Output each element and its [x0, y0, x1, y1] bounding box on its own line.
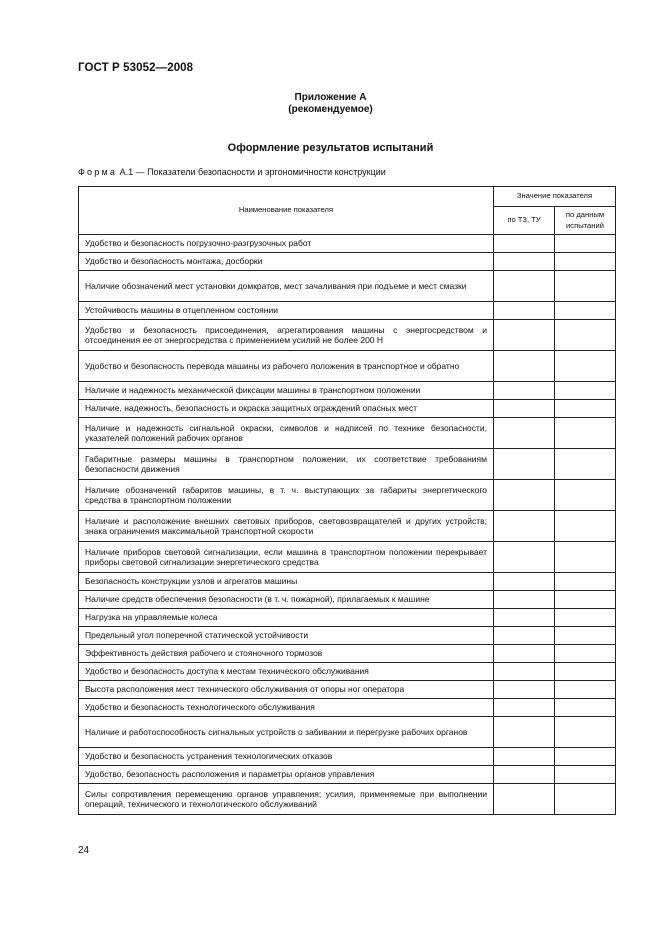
table-row — [79, 542, 616, 573]
indicator-name-cell: Удобство и безопасность погрузочно-разгрузочных работ — [79, 235, 494, 253]
table-row — [79, 717, 616, 748]
value-tz-tu-cell — [494, 480, 555, 511]
annex-heading — [0, 92, 661, 116]
value-test-data-cell — [555, 591, 616, 609]
indicator-name-cell: Удобство и безопасность монтажа, досборки — [79, 253, 494, 271]
col-header-test-data: по данным испытаний — [555, 207, 616, 235]
value-test-data-cell — [555, 400, 616, 418]
indicator-name-cell: Удобство и безопасность доступа к местам технического обслуживания — [79, 663, 494, 681]
table-body — [79, 235, 616, 815]
table-row — [79, 663, 616, 681]
table-row — [79, 699, 616, 717]
value-test-data-cell — [555, 351, 616, 382]
value-tz-tu-cell — [494, 351, 555, 382]
value-tz-tu-cell — [494, 418, 555, 449]
value-tz-tu-cell — [494, 748, 555, 766]
indicator-name-cell: Наличие приборов световой сигнализации, если машина в транспортном положении перекрывает приборы световой сигнализации энергетического средства — [79, 542, 494, 573]
table-row — [79, 480, 616, 511]
value-tz-tu-cell — [494, 449, 555, 480]
table-row — [79, 681, 616, 699]
value-tz-tu-cell — [494, 320, 555, 351]
table-row — [79, 645, 616, 663]
page-number: 24 — [78, 845, 90, 856]
indicator-name-cell: Наличие и расположение внешних световых приборов, световозвращателей и других устройств; знака ограничения максимальной транспортной скорости — [79, 511, 494, 542]
form-caption — [78, 167, 386, 177]
indicator-name-cell: Безопасность конструкции узлов и агрегатов машины — [79, 573, 494, 591]
value-test-data-cell — [555, 627, 616, 645]
indicator-name-cell: Нагрузка на управляемые колеса — [79, 609, 494, 627]
value-tz-tu-cell — [494, 717, 555, 748]
value-tz-tu-cell — [494, 542, 555, 573]
indicator-name-cell: Наличие и надежность сигнальной окраски, символов и надписей по технике безопасности, указателей положений рабочих органов — [79, 418, 494, 449]
table-row — [79, 400, 616, 418]
table-row — [79, 271, 616, 302]
value-test-data-cell — [555, 609, 616, 627]
indicator-name-cell: Устойчивость машины в отцепленном состоянии — [79, 302, 494, 320]
col-header-tz-tu: по ТЗ, ТУ — [494, 207, 555, 235]
indicator-name-cell: Удобство и безопасность перевода машины из рабочего положения в транспортное и обратно — [79, 351, 494, 382]
indicator-name-cell: Эффективность действия рабочего и стояночного тормозов — [79, 645, 494, 663]
value-test-data-cell — [555, 302, 616, 320]
indicator-name-cell: Силы сопротивления перемещению органов управления; усилия, применяемые при выполнении операций, технического и технологического обслуживаний — [79, 784, 494, 815]
value-test-data-cell — [555, 748, 616, 766]
indicator-name-cell: Высота расположения мест технического обслуживания от опоры ног оператора — [79, 681, 494, 699]
value-test-data-cell — [555, 542, 616, 573]
value-tz-tu-cell — [494, 382, 555, 400]
value-test-data-cell — [555, 784, 616, 815]
col-header-value-group: Значение показателя — [494, 187, 616, 207]
value-tz-tu-cell — [494, 253, 555, 271]
indicators-table — [78, 186, 616, 815]
value-tz-tu-cell — [494, 271, 555, 302]
value-tz-tu-cell — [494, 302, 555, 320]
table-row — [79, 609, 616, 627]
value-test-data-cell — [555, 663, 616, 681]
indicator-name-cell: Наличие, надежность, безопасность и окраска защитных ограждений опасных мест — [79, 400, 494, 418]
table-row — [79, 748, 616, 766]
annex-status: (рекомендуемое) — [288, 104, 373, 115]
table-row — [79, 591, 616, 609]
value-tz-tu-cell — [494, 591, 555, 609]
value-test-data-cell — [555, 645, 616, 663]
col-header-name: Наименование показателя — [79, 187, 494, 235]
value-test-data-cell — [555, 717, 616, 748]
indicator-name-cell: Предельный угол поперечной статической устойчивости — [79, 627, 494, 645]
indicator-name-cell: Удобство и безопасность технологического обслуживания — [79, 699, 494, 717]
value-tz-tu-cell — [494, 663, 555, 681]
standard-code: ГОСТ Р 53052—2008 — [78, 62, 194, 74]
value-test-data-cell — [555, 573, 616, 591]
indicator-name-cell: Габаритные размеры машины в транспортном положении, их соответствие требованиям безопасности движения — [79, 449, 494, 480]
table-row — [79, 784, 616, 815]
value-test-data-cell — [555, 320, 616, 351]
table-row — [79, 253, 616, 271]
value-test-data-cell — [555, 382, 616, 400]
value-test-data-cell — [555, 681, 616, 699]
table-row — [79, 449, 616, 480]
value-tz-tu-cell — [494, 766, 555, 784]
table-row — [79, 766, 616, 784]
value-tz-tu-cell — [494, 573, 555, 591]
value-tz-tu-cell — [494, 400, 555, 418]
indicator-name-cell: Удобство и безопасность устранения технологических отказов — [79, 748, 494, 766]
table-row — [79, 382, 616, 400]
indicator-name-cell: Наличие обозначений мест установки домкратов, мест зачаливания при подъеме и мест смазки — [79, 271, 494, 302]
indicator-name-cell: Наличие и работоспособность сигнальных устройств о забивании и перегрузке рабочих органов — [79, 717, 494, 748]
table-row — [79, 511, 616, 542]
table-row — [79, 320, 616, 351]
indicator-name-cell: Удобство, безопасность расположения и параметры органов управления — [79, 766, 494, 784]
value-test-data-cell — [555, 418, 616, 449]
annex-title: Приложение А — [294, 92, 367, 103]
table-row — [79, 627, 616, 645]
form-label: Форма — [78, 167, 118, 177]
value-tz-tu-cell — [494, 645, 555, 663]
value-test-data-cell — [555, 449, 616, 480]
value-tz-tu-cell — [494, 627, 555, 645]
value-test-data-cell — [555, 480, 616, 511]
value-test-data-cell — [555, 511, 616, 542]
indicator-name-cell: Наличие и надежность механической фиксации машины в транспортном положении — [79, 382, 494, 400]
indicator-name-cell: Наличие обозначений габаритов машины, в т. ч. выступающих за габариты энергетического средства в транспортном положении — [79, 480, 494, 511]
value-tz-tu-cell — [494, 609, 555, 627]
value-tz-tu-cell — [494, 511, 555, 542]
table-row — [79, 573, 616, 591]
section-title: Оформление результатов испытаний — [227, 142, 434, 154]
indicator-name-cell: Удобство и безопасность присоединения, агрегатирования машины с энергосредством и отсоединения ее от энергосредства с применением усилий не более 200 Н — [79, 320, 494, 351]
table-row — [79, 351, 616, 382]
table-row — [79, 302, 616, 320]
value-test-data-cell — [555, 766, 616, 784]
value-tz-tu-cell — [494, 235, 555, 253]
indicator-name-cell: Наличие средств обеспечения безопасности (в т. ч. пожарной), прилагаемых к машине — [79, 591, 494, 609]
value-test-data-cell — [555, 699, 616, 717]
table-row — [79, 418, 616, 449]
value-test-data-cell — [555, 253, 616, 271]
table-row — [79, 235, 616, 253]
value-tz-tu-cell — [494, 784, 555, 815]
value-tz-tu-cell — [494, 699, 555, 717]
value-test-data-cell — [555, 271, 616, 302]
value-tz-tu-cell — [494, 681, 555, 699]
value-test-data-cell — [555, 235, 616, 253]
form-number: А.1 — Показатели безопасности и эргономичности конструкции — [119, 167, 386, 177]
